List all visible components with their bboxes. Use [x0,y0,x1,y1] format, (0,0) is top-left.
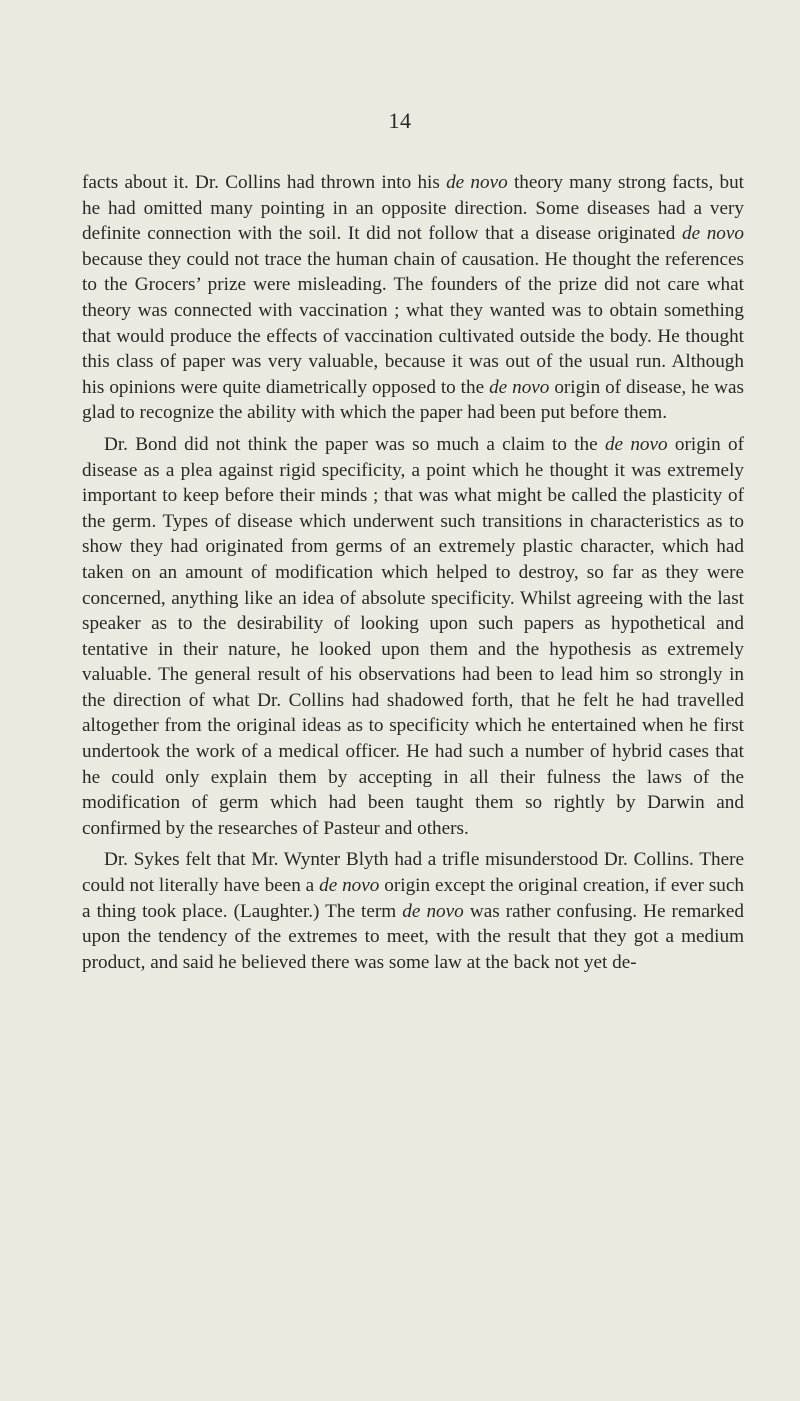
italic-phrase: de novo [604,433,668,455]
text-run: origin of disease as a plea against rigid specificity, a point which he thought it was extremely important to keep before their minds ; that was what might be called the plasticity of the germ. Types of disease which underwent such transitions in characteristics as to show they had originated from germs of an extremely plastic character, which had taken on an amount of modification which helped to destroy, so far as they were concerned, anything like an idea of absolute specificity. Whilst agreeing with the last speaker as to the desirability of looking upon such papers as hypothetical and tentative in their nature, he looked upon them and the hypothesis as extremely valuable. The general result of his observations had been to lead him so strongly in the direction of what Dr. Collins had shadowed forth, that he felt he had travelled altogether from the original ideas as to specificity which he entertained when he first undertook the work of a medical officer. He had such a number of hybrid cases that he could only explain them by accepting in all their fulness the laws of the modification of germ which had been taught them so rightly by Darwin and confirmed by the researches of Pasteur and others. [82,433,744,839]
italic-phrase: de novo [319,875,380,897]
text-run: because they could not trace the human chain of causation. He thought the references to the Grocers’ prize were misleading. The founders of the prize did not care what theory was connected with vaccination ; what they wanted was to obtain something that would produce the effects of vaccination cultivated outside the body. He thought this class of paper was very valuable, because it was out of the usual run. Although his opinions were quite diametrically opposed to the [82,248,744,398]
text-run: facts about it. Dr. Collins had thrown into his [82,172,447,193]
text-run: was rather confusing. He remarked upon the tendency of the extremes to meet, with the result that they got a medium product, and said he believed there was some law at the back not yet de- [82,900,744,973]
text-run: Dr. Bond did not think the paper was so much a claim to the [104,433,605,455]
text-run: origin of disease, he was glad to recognize the ability with which the paper had been put before them. [82,376,744,424]
text-run: theory many strong facts, but he had omitted many pointing in an opposite direction. Some diseases had a very definite connection with the soil. It did not follow that a disease originated [82,172,744,245]
text-run: origin except the original creation, if ever such a thing took place. (Laughter.) The term [82,875,744,922]
italic-phrase: de novo [446,172,508,193]
body-text [82,170,744,975]
italic-phrase: de novo [402,900,464,922]
paragraph-collins-theory [82,170,744,426]
paragraph-dr-sykes [82,847,744,975]
page-number: 14 [388,108,412,133]
paragraph-dr-bond [82,432,744,842]
italic-phrase: de novo [681,223,744,245]
text-run: Dr. Sykes felt that Mr. Wynter Blyth had a trifle misunderstood Dr. Collins. There could not literally have been a [82,849,744,897]
italic-phrase: de novo [489,376,550,398]
